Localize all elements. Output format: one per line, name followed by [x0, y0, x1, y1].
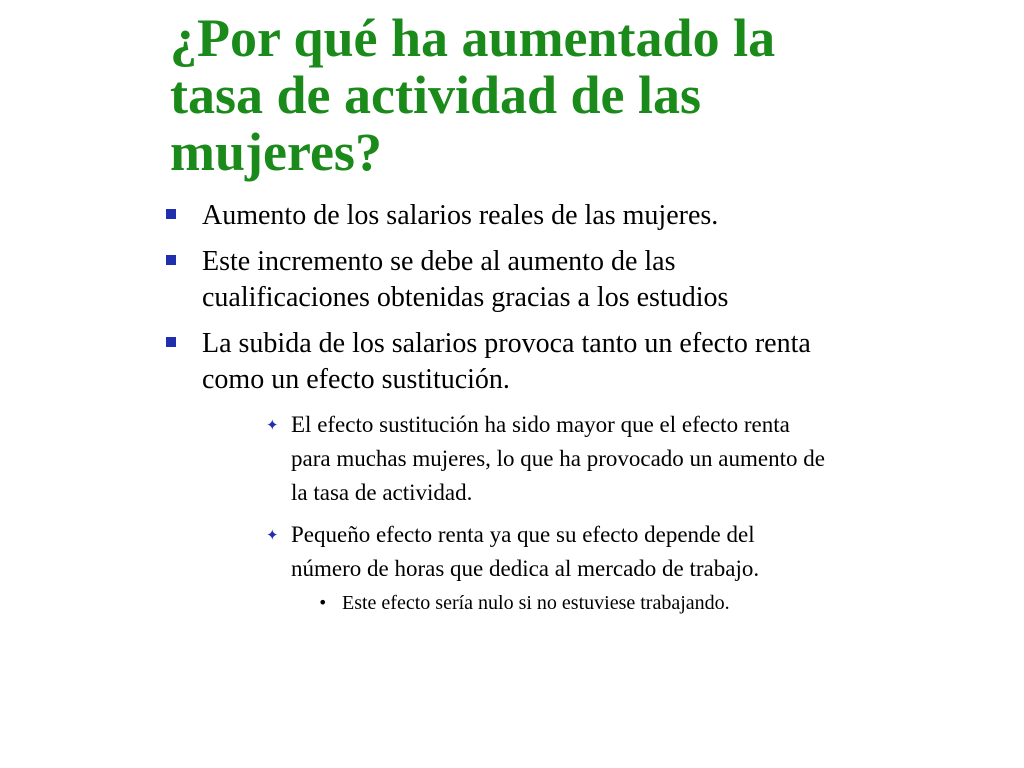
- sub-sub-bullet-item: [0, 588, 972, 618]
- sub-sub-bullet-text: Este efecto sería nulo si no estuviese trabajando.: [342, 592, 730, 614]
- dot-bullet-icon: •: [318, 593, 328, 612]
- bullet-item: [0, 198, 962, 234]
- bullet-text: como un efecto sustitución.: [202, 364, 510, 395]
- slide-title: [170, 10, 990, 181]
- sub-bullet-text: número de horas que dedica al mercado de trabajo.: [291, 556, 760, 581]
- bullet-item: [0, 326, 962, 398]
- square-bullet-icon: [166, 337, 176, 347]
- bullet-text: Este incremento se debe al aumento de las: [202, 246, 676, 277]
- sub-bullet-text: Pequeño efecto renta ya que su efecto depende del: [291, 522, 755, 547]
- sub-bullet-text: la tasa de actividad.: [291, 480, 473, 505]
- bullet-text: cualificaciones obtenidas gracias a los estudios: [202, 282, 729, 313]
- bullet-list: [0, 198, 1024, 618]
- title-line: tasa de actividad de las: [170, 65, 702, 125]
- bullet-item: [0, 244, 962, 316]
- sub-bullet-text: para muchas mujeres, lo que ha provocado un aumento de: [291, 446, 825, 471]
- sub-bullet-item: [0, 518, 961, 586]
- title-line: mujeres?: [170, 122, 382, 182]
- sub-bullet-text: El efecto sustitución ha sido mayor que el efecto renta: [291, 412, 790, 437]
- bullet-text: Aumento de los salarios reales de las mujeres.: [202, 200, 719, 231]
- square-bullet-icon: [166, 209, 176, 219]
- title-line: ¿Por qué ha aumentado la: [170, 8, 776, 68]
- sub-bullet-item: [0, 408, 961, 510]
- bullet-text: La subida de los salarios provoca tanto un efecto renta: [202, 328, 811, 359]
- star-bullet-icon: ✦: [266, 416, 279, 434]
- square-bullet-icon: [166, 255, 176, 265]
- star-bullet-icon: ✦: [266, 526, 279, 544]
